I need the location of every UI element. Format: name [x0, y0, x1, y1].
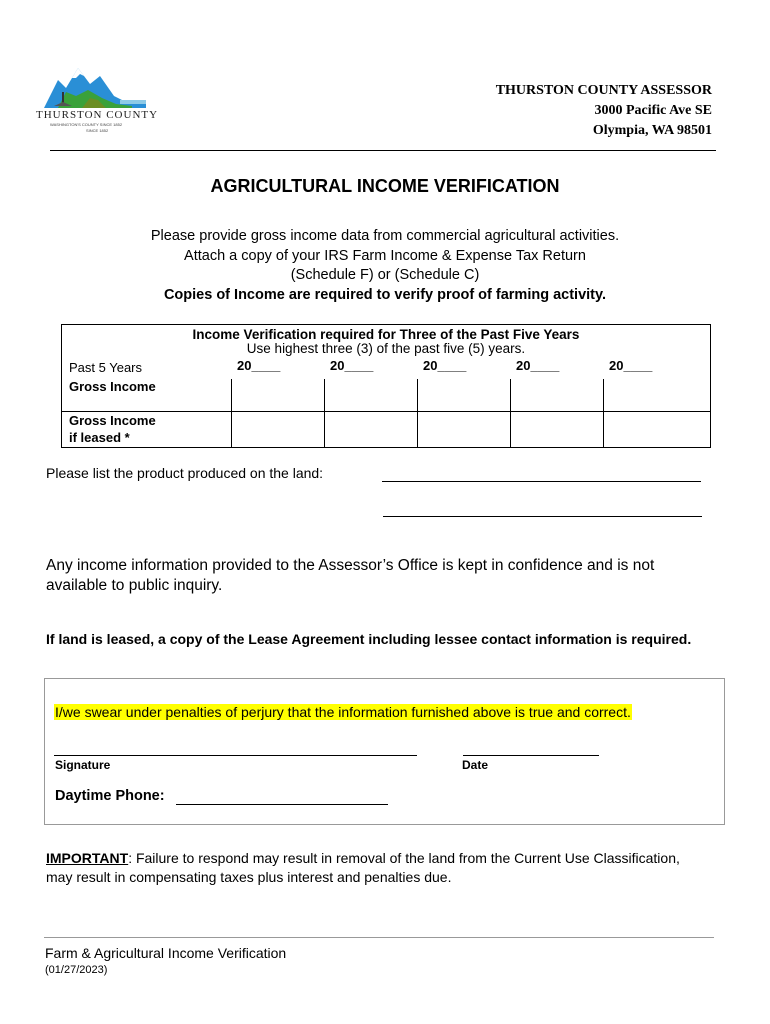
gross-income-row	[62, 379, 710, 411]
leased-income-cell[interactable]	[603, 412, 696, 447]
assessor-name: THURSTON COUNTY ASSESSOR	[495, 83, 712, 98]
logo-subtext: WASHINGTON'S COUNTY SINCE 1852	[50, 122, 123, 127]
lease-requirement: If land is leased, a copy of the Lease Agreement including lessee contact information is required.	[46, 631, 692, 647]
page-title: AGRICULTURAL INCOME VERIFICATION	[210, 176, 560, 196]
footer-date: (01/27/2023)	[45, 964, 108, 976]
product-label: Please list the product produced on the land:	[46, 465, 324, 481]
gross-income-cell[interactable]	[603, 379, 696, 411]
gross-income-cell[interactable]	[324, 379, 417, 411]
gross-income-label: Gross Income	[69, 379, 156, 394]
leased-income-cell[interactable]	[510, 412, 603, 447]
assessor-city: Olympia, WA 98501	[592, 123, 712, 138]
product-input-line[interactable]	[382, 481, 701, 482]
year-cell[interactable]: 20____	[516, 358, 560, 373]
year-cell[interactable]: 20____	[330, 358, 374, 373]
signature-field[interactable]	[54, 755, 417, 756]
important-text: : Failure to respond may result in removal of the land from the Current Use Classification, may result in compensating taxes plus interest and penalties due.	[46, 850, 680, 885]
important-notice	[46, 849, 706, 887]
year-cell[interactable]: 20____	[237, 358, 281, 373]
confidentiality-notice: Any income information provided to the Assessor’s Office is kept in confidence and is not available to public inquiry.	[46, 557, 655, 594]
gross-income-cell[interactable]	[231, 379, 324, 411]
logo-text: THURSTON COUNTY	[36, 109, 159, 121]
footer-divider	[44, 937, 714, 938]
header-divider	[50, 150, 716, 151]
instruction-line: Please provide gross income data from commercial agricultural activities.	[150, 228, 620, 244]
leased-income-cell[interactable]	[417, 412, 510, 447]
assessor-street: 3000 Pacific Ave SE	[594, 103, 712, 118]
year-row	[62, 358, 710, 377]
attestation-box	[44, 678, 725, 825]
instruction-line: Attach a copy of your IRS Farm Income & Expense Tax Return	[184, 247, 586, 264]
date-label: Date	[462, 758, 489, 772]
important-label: IMPORTANT	[46, 850, 129, 866]
logo-year: SINCE 1852	[86, 128, 109, 133]
phone-field[interactable]	[176, 804, 388, 805]
gross-income-cell[interactable]	[510, 379, 603, 411]
leased-income-cell[interactable]	[324, 412, 417, 447]
phone-label: Daytime Phone:	[55, 788, 165, 804]
gross-income-leased-row	[62, 411, 710, 447]
signature-label: Signature	[55, 758, 111, 772]
gross-income-cell[interactable]	[417, 379, 510, 411]
instruction-required: Copies of Income are required to verify proof of farming activity.	[163, 286, 607, 303]
date-field[interactable]	[463, 755, 599, 756]
instructions	[0, 227, 770, 305]
leased-income-cell[interactable]	[231, 412, 324, 447]
leased-label-line: Gross Income	[69, 413, 156, 428]
gross-income-leased-label	[62, 412, 231, 447]
year-cell[interactable]: 20____	[609, 358, 653, 373]
income-table	[61, 324, 711, 448]
assessor-address	[496, 81, 712, 141]
year-row-label: Past 5 Years	[69, 360, 142, 375]
leased-label-line: if leased *	[69, 430, 130, 445]
product-input-line[interactable]	[383, 516, 702, 517]
mountain-landscape-icon	[36, 62, 154, 110]
instruction-line: (Schedule F) or (Schedule C)	[290, 267, 480, 283]
county-logo	[36, 62, 159, 134]
table-subheading: Use highest three (3) of the past five (5) years.	[246, 341, 526, 356]
year-cell[interactable]: 20____	[423, 358, 467, 373]
table-heading: Income Verification required for Three of the Past Five Years	[192, 327, 580, 342]
footer-title: Farm & Agricultural Income Verification	[45, 945, 287, 961]
perjury-statement: I/we swear under penalties of perjury that the information furnished above is true and correct.	[55, 704, 631, 720]
